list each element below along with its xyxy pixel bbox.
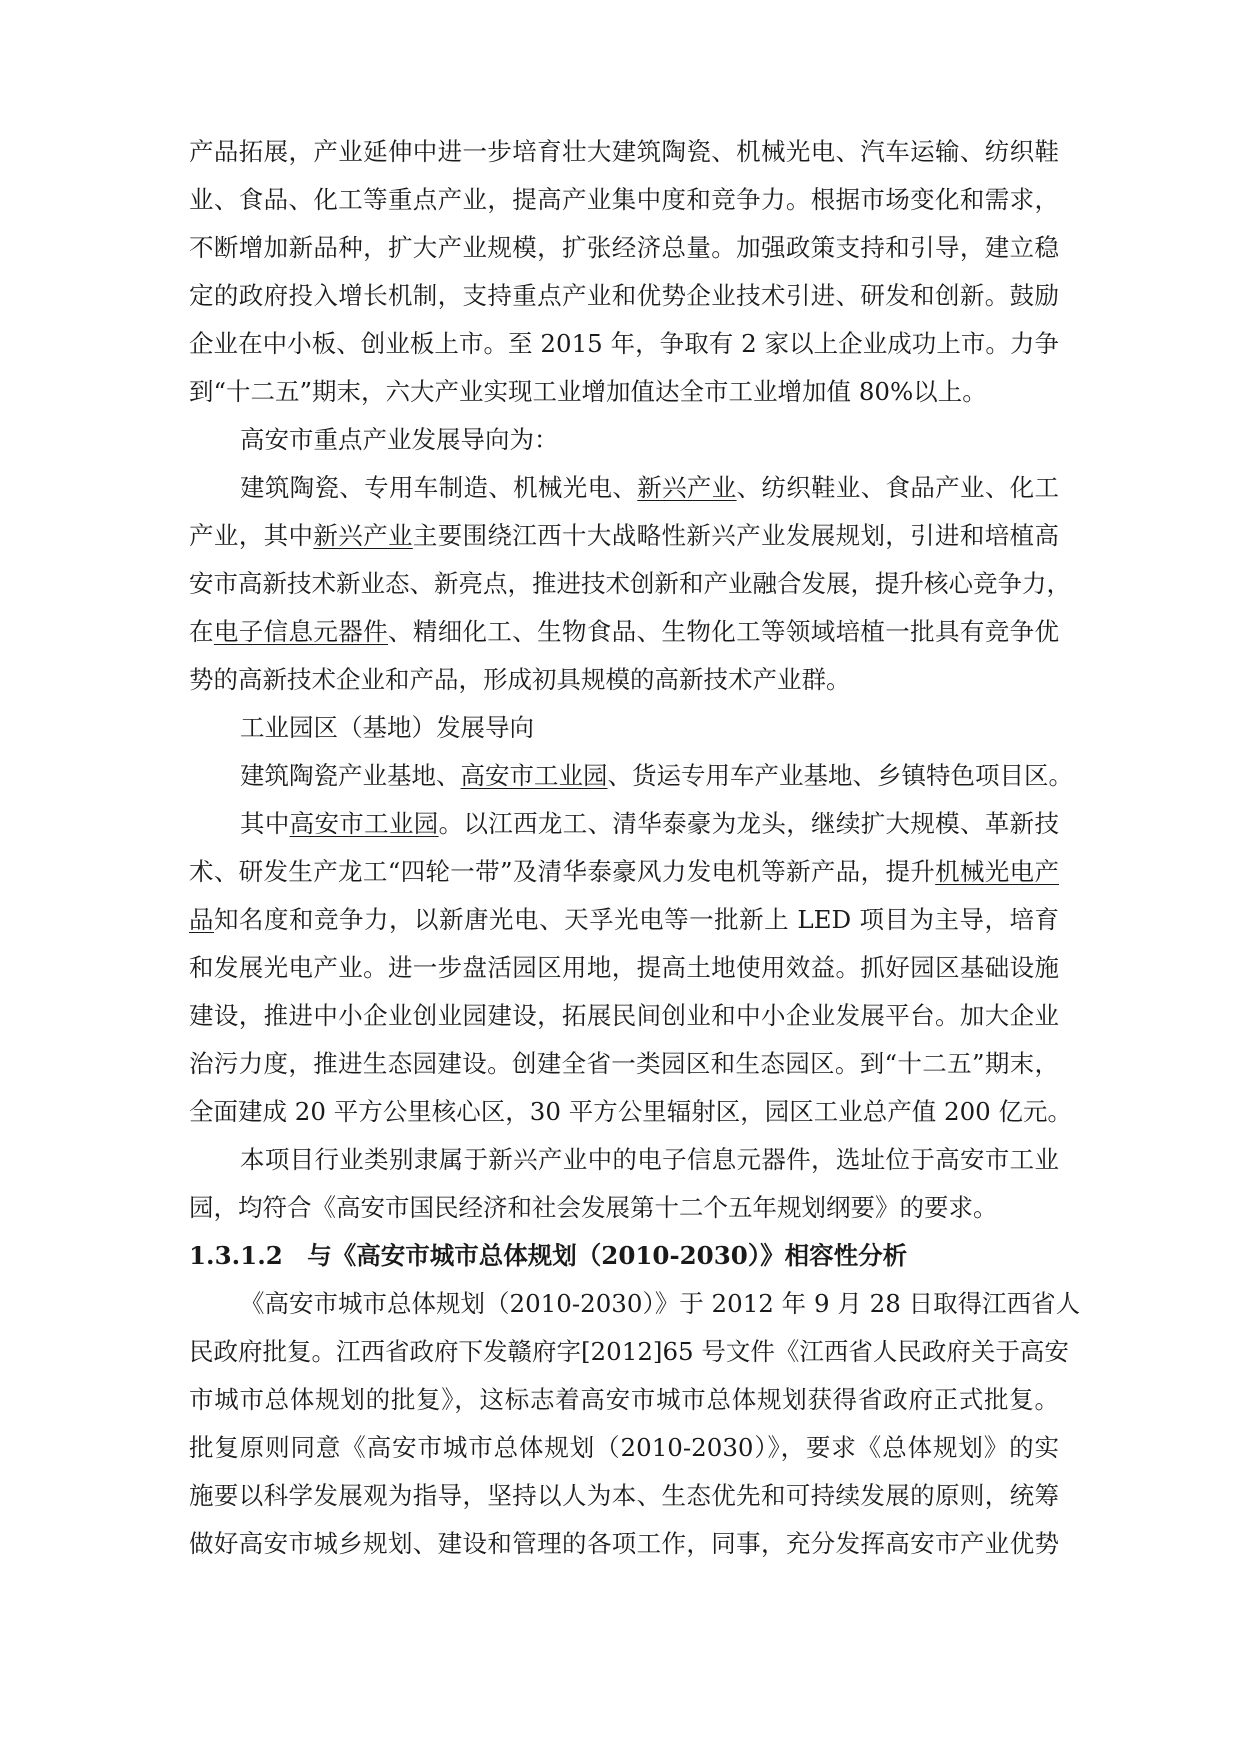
text-run: 。以江西龙工、清华泰豪为龙头，继续扩大规模、革新技 — [438, 809, 1059, 838]
text-run: 、精细化工、生物食品、生物化工等领域培植一批具有竞争优 — [387, 617, 1060, 646]
text-line: 市城市总体规划的批复》，这标志着高安市城市总体规划获得省政府正式批复。 — [189, 1385, 1059, 1414]
underlined-term: 新兴产业 — [313, 521, 413, 550]
text-run: 产业，其中 — [189, 521, 314, 550]
text-line: 治污力度，推进生态园建设。创建全省一类园区和生态园区。到“十二五”期末， — [189, 1049, 1059, 1078]
text-run: 在 — [189, 617, 214, 646]
text-line: 企业在中小板、创业板上市。至 2015 年，争取有 2 家以上企业成功上市。力争 — [189, 329, 1059, 358]
text-line — [189, 905, 1059, 935]
text-line: 全面建成 20 平方公里核心区，30 平方公里辐射区，园区工业总产值 200 亿元。 — [189, 1097, 1073, 1126]
text-line: 建设，推进中小企业创业园建设，拓展民间创业和中小企业发展平台。加大企业 — [189, 1001, 1059, 1030]
text-run: 建筑陶瓷、专用车制造、机械光电、 — [240, 473, 638, 502]
text-line: 到“十二五”期末，六大产业实现工业增加值达全市工业增加值 80%以上。 — [189, 377, 987, 406]
text-line: 民政府批复。江西省政府下发赣府字[2012]65 号文件《江西省人民政府关于高安 — [189, 1337, 1069, 1366]
text-line: 工业园区（基地）发展导向 — [240, 713, 534, 742]
text-line: 做好高安市城乡规划、建设和管理的各项工作，同事，充分发挥高安市产业优势 — [189, 1529, 1059, 1558]
text-run: 其中 — [240, 809, 290, 838]
text-line: 势的高新技术企业和产品，形成初具规模的高新技术产业群。 — [189, 665, 851, 694]
text-line — [189, 857, 1059, 887]
text-line: 批复原则同意《高安市城市总体规划（2010-2030）》，要求《总体规划》的实 — [189, 1433, 1059, 1462]
text-line — [189, 521, 1059, 551]
underlined-term: 高安市工业园 — [460, 761, 608, 790]
text-line: 施要以科学发展观为指导，坚持以人为本、生态优先和可持续发展的原则，统筹 — [189, 1481, 1059, 1510]
text-line — [189, 617, 1059, 647]
text-run: 、纺织鞋业、食品产业、化工 — [736, 473, 1059, 502]
underlined-term: 机械光电产 — [935, 857, 1059, 886]
underlined-term: 电子信息元器件 — [213, 617, 388, 646]
section-heading: 1.3.1.2 与《高安市城市总体规划（2010-2030）》相容性分析 — [189, 1241, 908, 1270]
text-line: 不断增加新品种，扩大产业规模，扩张经济总量。加强政策支持和引导，建立稳 — [189, 233, 1059, 262]
underlined-term: 新兴产业 — [637, 473, 737, 502]
text-run: 术、研发生产龙工“四轮一带”及清华泰豪风力发电机等新产品，提升 — [189, 857, 936, 886]
text-line — [240, 809, 1059, 839]
text-run: 、货运专用车产业基地、乡镇特色项目区。 — [607, 761, 1073, 790]
text-line: 业、食品、化工等重点产业，提高产业集中度和竞争力。根据市场变化和需求， — [189, 185, 1059, 214]
text-run: 知名度和竞争力，以新唐光电、天孚光电等一批新上 LED 项目为主导，培育 — [214, 905, 1060, 934]
text-line: 园，均符合《高安市国民经济和社会发展第十二个五年规划纲要》的要求。 — [189, 1193, 998, 1222]
text-line: 定的政府投入增长机制，支持重点产业和优势企业技术引进、研发和创新。鼓励 — [189, 281, 1059, 310]
text-line — [240, 761, 1073, 791]
text-run: 主要围绕江西十大战略性新兴产业发展规划，引进和培植高 — [412, 521, 1060, 550]
text-line: 安市高新技术新业态、新亮点，推进技术创新和产业融合发展，提升核心竞争力， — [189, 569, 1071, 598]
underlined-term: 高安市工业园 — [289, 809, 439, 838]
text-line: 和发展光电产业。进一步盘活园区用地，提高土地使用效益。抓好园区基础设施 — [189, 953, 1059, 982]
text-line: 《高安市城市总体规划（2010-2030）》于 2012 年 9 月 28 日取得江西省人 — [240, 1289, 1081, 1318]
text-line: 产品拓展，产业延伸中进一步培育壮大建筑陶瓷、机械光电、汽车运输、纺织鞋 — [189, 137, 1059, 166]
text-line: 本项目行业类别隶属于新兴产业中的电子信息元器件，选址位于高安市工业 — [240, 1145, 1059, 1174]
text-line: 高安市重点产业发展导向为： — [240, 425, 559, 454]
underlined-term: 品 — [189, 905, 215, 934]
text-run: 建筑陶瓷产业基地、 — [240, 761, 461, 790]
text-line — [240, 473, 1059, 503]
